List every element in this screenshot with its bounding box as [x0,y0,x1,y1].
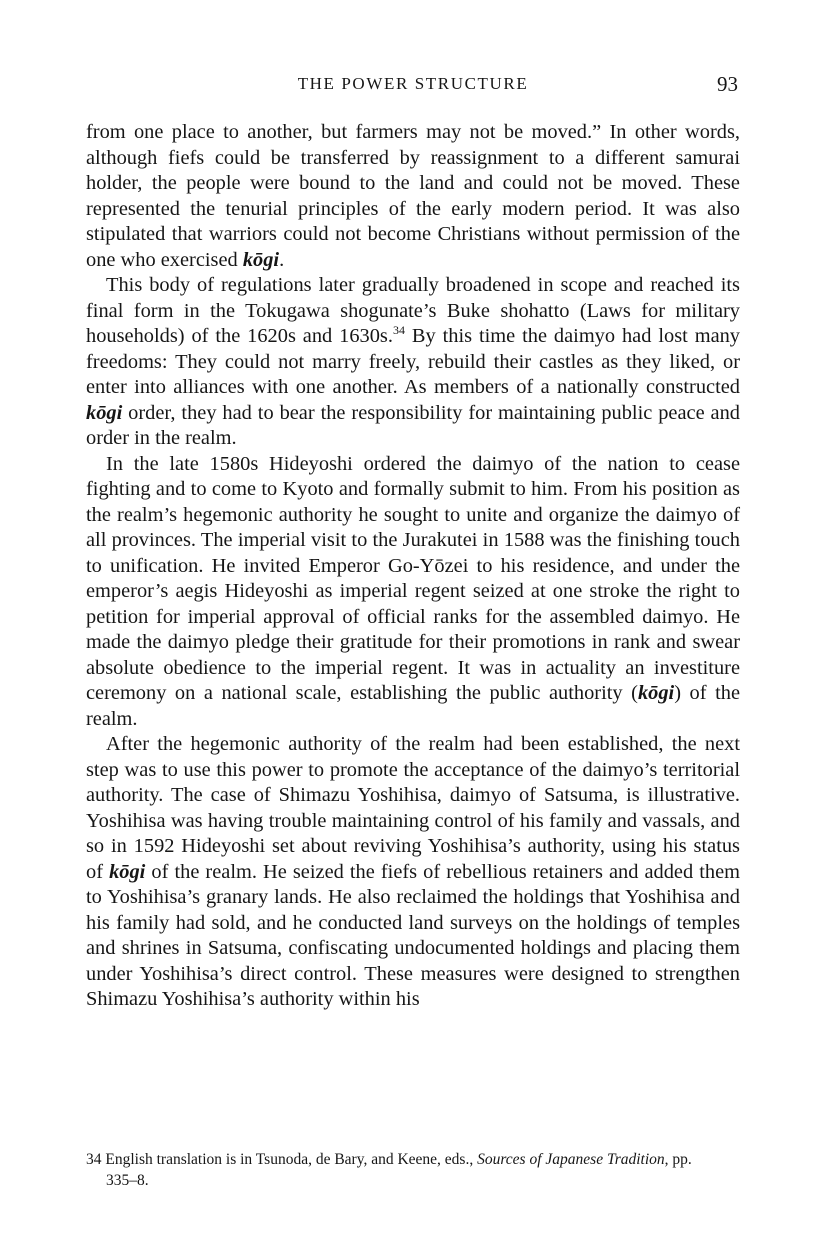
page-number: 93 [717,72,738,96]
footnote-reference[interactable]: 34 [392,323,405,338]
paragraph-4-text-b: of the realm. He seized the fiefs of rebellious retainers and added them to Yoshihisa’s granary lands. He also reclaimed the holdings that Yoshihisa and his family had sold, and he conducted land surveys on the holdings of temples and shrines in Satsuma, confiscating undocumented holdings and placing them under Yoshihisa’s direct control. These measures were designed to strengthen Shimazu Yoshihisa’s authority within his [86,860,740,1010]
footnote-line-2: 335–8. [106,1172,149,1189]
footnote-line-1 [86,1149,740,1170]
running-head [86,74,740,102]
term-kogi: kōgi [109,860,146,883]
paragraph-4 [86,732,740,1013]
paragraph-3-text-a: In the late 1580s Hideyoshi ordered the daimyo of the nation to cease fighting and to come to Kyoto and formally submit to him. From his position as the realm’s hegemonic authority he sought to unite and organize the daimyo of all provinces. The imperial visit to the Jurakutei in 1588 was the finishing touch to unification. He invited Emperor Go-Yōzei to his residence, and under the emperor’s aegis Hideyoshi as imperial regent seized at one stroke the right to petition for imperial approval of official ranks for the assembled daimyo. He made the daimyo pledge their gratitude for their promotions in rank and swear absolute obedience to the imperial regent. It was in actuality an investiture ceremony on a national scale, establishing the public authority ( [86,452,740,704]
paragraph-2-text-b: By this time the daimyo had lost many freedoms: They could not marry freely, rebuild their castles as they liked, or enter into alliances with one another. As members of a nationally constructed [86,325,741,398]
term-kogi: kōgi [637,682,675,704]
paragraph-1-text-b: . [279,248,285,271]
footnote-text-a: English translation is in Tsunoda, de Bary, and Keene, eds., [105,1151,478,1168]
paragraph-2 [86,273,740,452]
paragraph-2-text-c: order, they had to bear the responsibility for maintaining public peace and order in the realm. [86,401,740,449]
paragraph-1 [86,120,740,273]
paragraph-4-text-a: After the hegemonic authority of the realm had been established, the next step was to use this power to promote the acceptance of the daimyo’s territorial authority. The case of Shimazu Yoshihisa, daimyo of Satsuma, is illustrative. Yoshihisa was having trouble maintaining control of his family and vassals, and so in 1592 Hideyoshi set about reviving Yoshihisa’s authority, using his status of [86,733,740,883]
running-title: THE POWER STRUCTURE [297,74,529,93]
footnote-number: 34 [86,1151,102,1168]
paragraph-3-text-b: ) of the realm. [86,682,740,730]
term-kogi: kōgi [86,401,123,424]
paragraph-2-text-a: This body of regulations later gradually broadened in scope and reached its final form in the Tokugawa shogunate’s Buke shohatto (Laws for military households) of the 1620s and 1630s. [86,274,740,347]
paragraph-1-text-a: from one place to another, but farmers may not be moved.” In other words, although fiefs could be transferred by reassignment to a different samurai holder, the people were bound to the land and could not be moved. These represented the tenurial principles of the early modern period. It was also stipulated that warriors could not become Christians without permission of the one who exercised [86,121,740,271]
footnote-text-b: , pp. [664,1151,692,1168]
footnote [86,1149,740,1191]
paragraph-3 [86,452,740,733]
footnote-source-title: Sources of Japanese Tradition [477,1151,665,1168]
body-text [86,120,740,1013]
term-kogi: kōgi [242,248,280,271]
